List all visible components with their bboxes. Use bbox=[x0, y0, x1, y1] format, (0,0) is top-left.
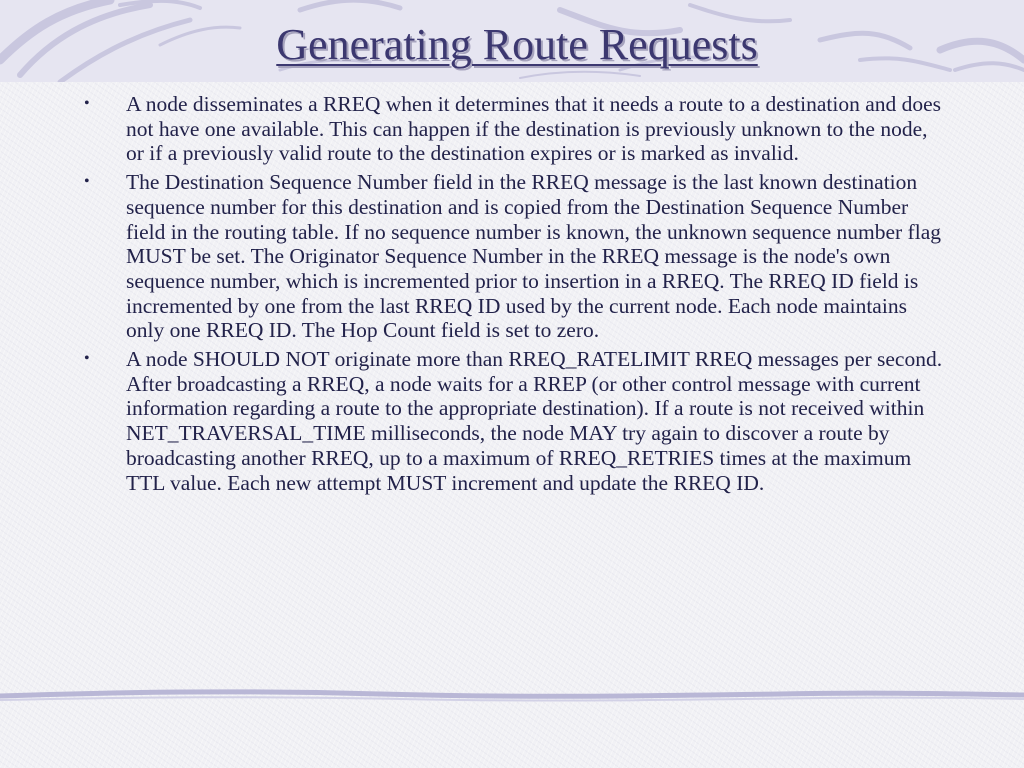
footer-divider bbox=[0, 682, 1024, 712]
list-item bbox=[84, 170, 946, 343]
list-item bbox=[84, 347, 946, 495]
bullet-icon: • bbox=[84, 173, 90, 191]
bullet-text: The Destination Sequence Number field in the RREQ message is the last known destination sequence number for this destination and is copied from the Destination Sequence Number field in the routing table. If no sequence number is known, the unknown sequence number flag MUST be set. The Originator Sequence Number in the RREQ message is the node's own sequence number, which is incremented prior to insertion in a RREQ. The RREQ ID field is incremented by one from the last RREQ ID used by the current node. Each node maintains only one RREQ ID. The Hop Count field is set to zero. bbox=[126, 170, 941, 343]
bullet-icon: • bbox=[84, 350, 90, 368]
page-title: Generating Route Requests bbox=[276, 20, 758, 69]
bullet-list bbox=[84, 92, 946, 499]
bullet-icon: • bbox=[84, 95, 90, 112]
bullet-text: A node disseminates a RREQ when it determines that it needs a route to a destination and does not have one available. This can happen if the destination is previously unknown to the node, or if a previously valid route to the destination expires or is marked as invalid. bbox=[126, 92, 942, 166]
list-item bbox=[84, 92, 946, 166]
bullet-text: A node SHOULD NOT originate more than RREQ_RATELIMIT RREQ messages per second. After broadcasting a RREQ, a node waits for a RREP (or other control message with current information regarding a route to the appropriate destination). If a route is not received within NET_TRAVERSAL_TIME milliseconds, the node MAY try again to discover a route by broadcasting another RREQ, up to a maximum of RREQ_RETRIES times at the maximum TTL value. Each new attempt MUST increment and update the RREQ ID. bbox=[126, 347, 943, 495]
header-decoration bbox=[0, 0, 1024, 82]
